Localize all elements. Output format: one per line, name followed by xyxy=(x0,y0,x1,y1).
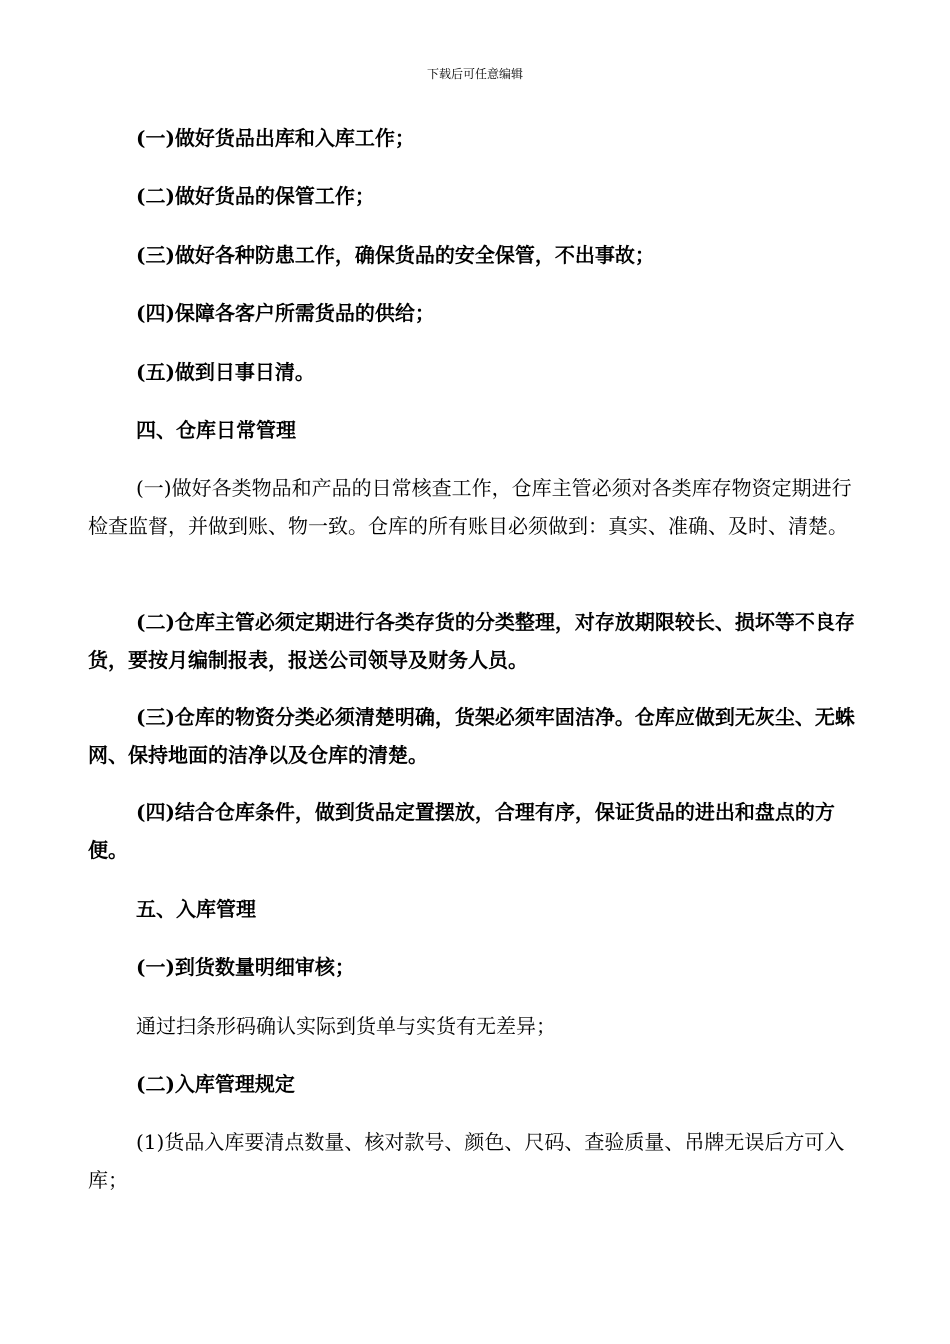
paragraph-3: (三)做好各种防患工作，确保货品的安全保管，不出事故； xyxy=(136,243,655,267)
section-heading-4: 四、仓库日常管理 xyxy=(136,418,296,442)
paragraph-9: (三)仓库的物资分类必须清楚明确，货架必须牢固洁净。仓库应做到无灰尘、无蛛网、保持地面的洁净以及仓库的清楚。 xyxy=(88,705,855,767)
section-heading-5: 五、入库管理 xyxy=(136,897,256,921)
paragraph-15: (1)货品入库要清点数量、核对款号、颜色、尺码、查验质量、吊牌无误后方可入库； xyxy=(88,1130,845,1192)
paragraph-12: (一)到货数量明细审核； xyxy=(136,955,355,979)
page-header: 下载后可任意编辑 xyxy=(426,67,523,81)
paragraph-2: (二)做好货品的保管工作； xyxy=(136,184,375,208)
paragraph-8: (二)仓库主管必须定期进行各类存货的分类整理，对存放期限较长、损坏等不良存货，要按月编制报表，报送公司领导及财务人员。 xyxy=(88,610,855,672)
paragraph-13: 通过扫条形码确认实际到货单与实货有无差异； xyxy=(136,1014,556,1038)
paragraph-4: (四)保障各客户所需货品的供给； xyxy=(136,301,435,325)
paragraph-7: (一)做好各类物品和产品的日常核查工作，仓库主管必须对各类库存物资定期进行检查监督，并做到账、物一致。仓库的所有账目必须做到：真实、准确、及时、清楚。 xyxy=(88,476,852,538)
paragraph-14: (二)入库管理规定 xyxy=(136,1072,295,1096)
paragraph-1: (一)做好货品出库和入库工作； xyxy=(136,126,415,150)
paragraph-10: (四)结合仓库条件，做到货品定置摆放，合理有序，保证货品的进出和盘点的方便。 xyxy=(88,800,835,862)
paragraph-5: (五)做到日事日清。 xyxy=(136,360,315,384)
